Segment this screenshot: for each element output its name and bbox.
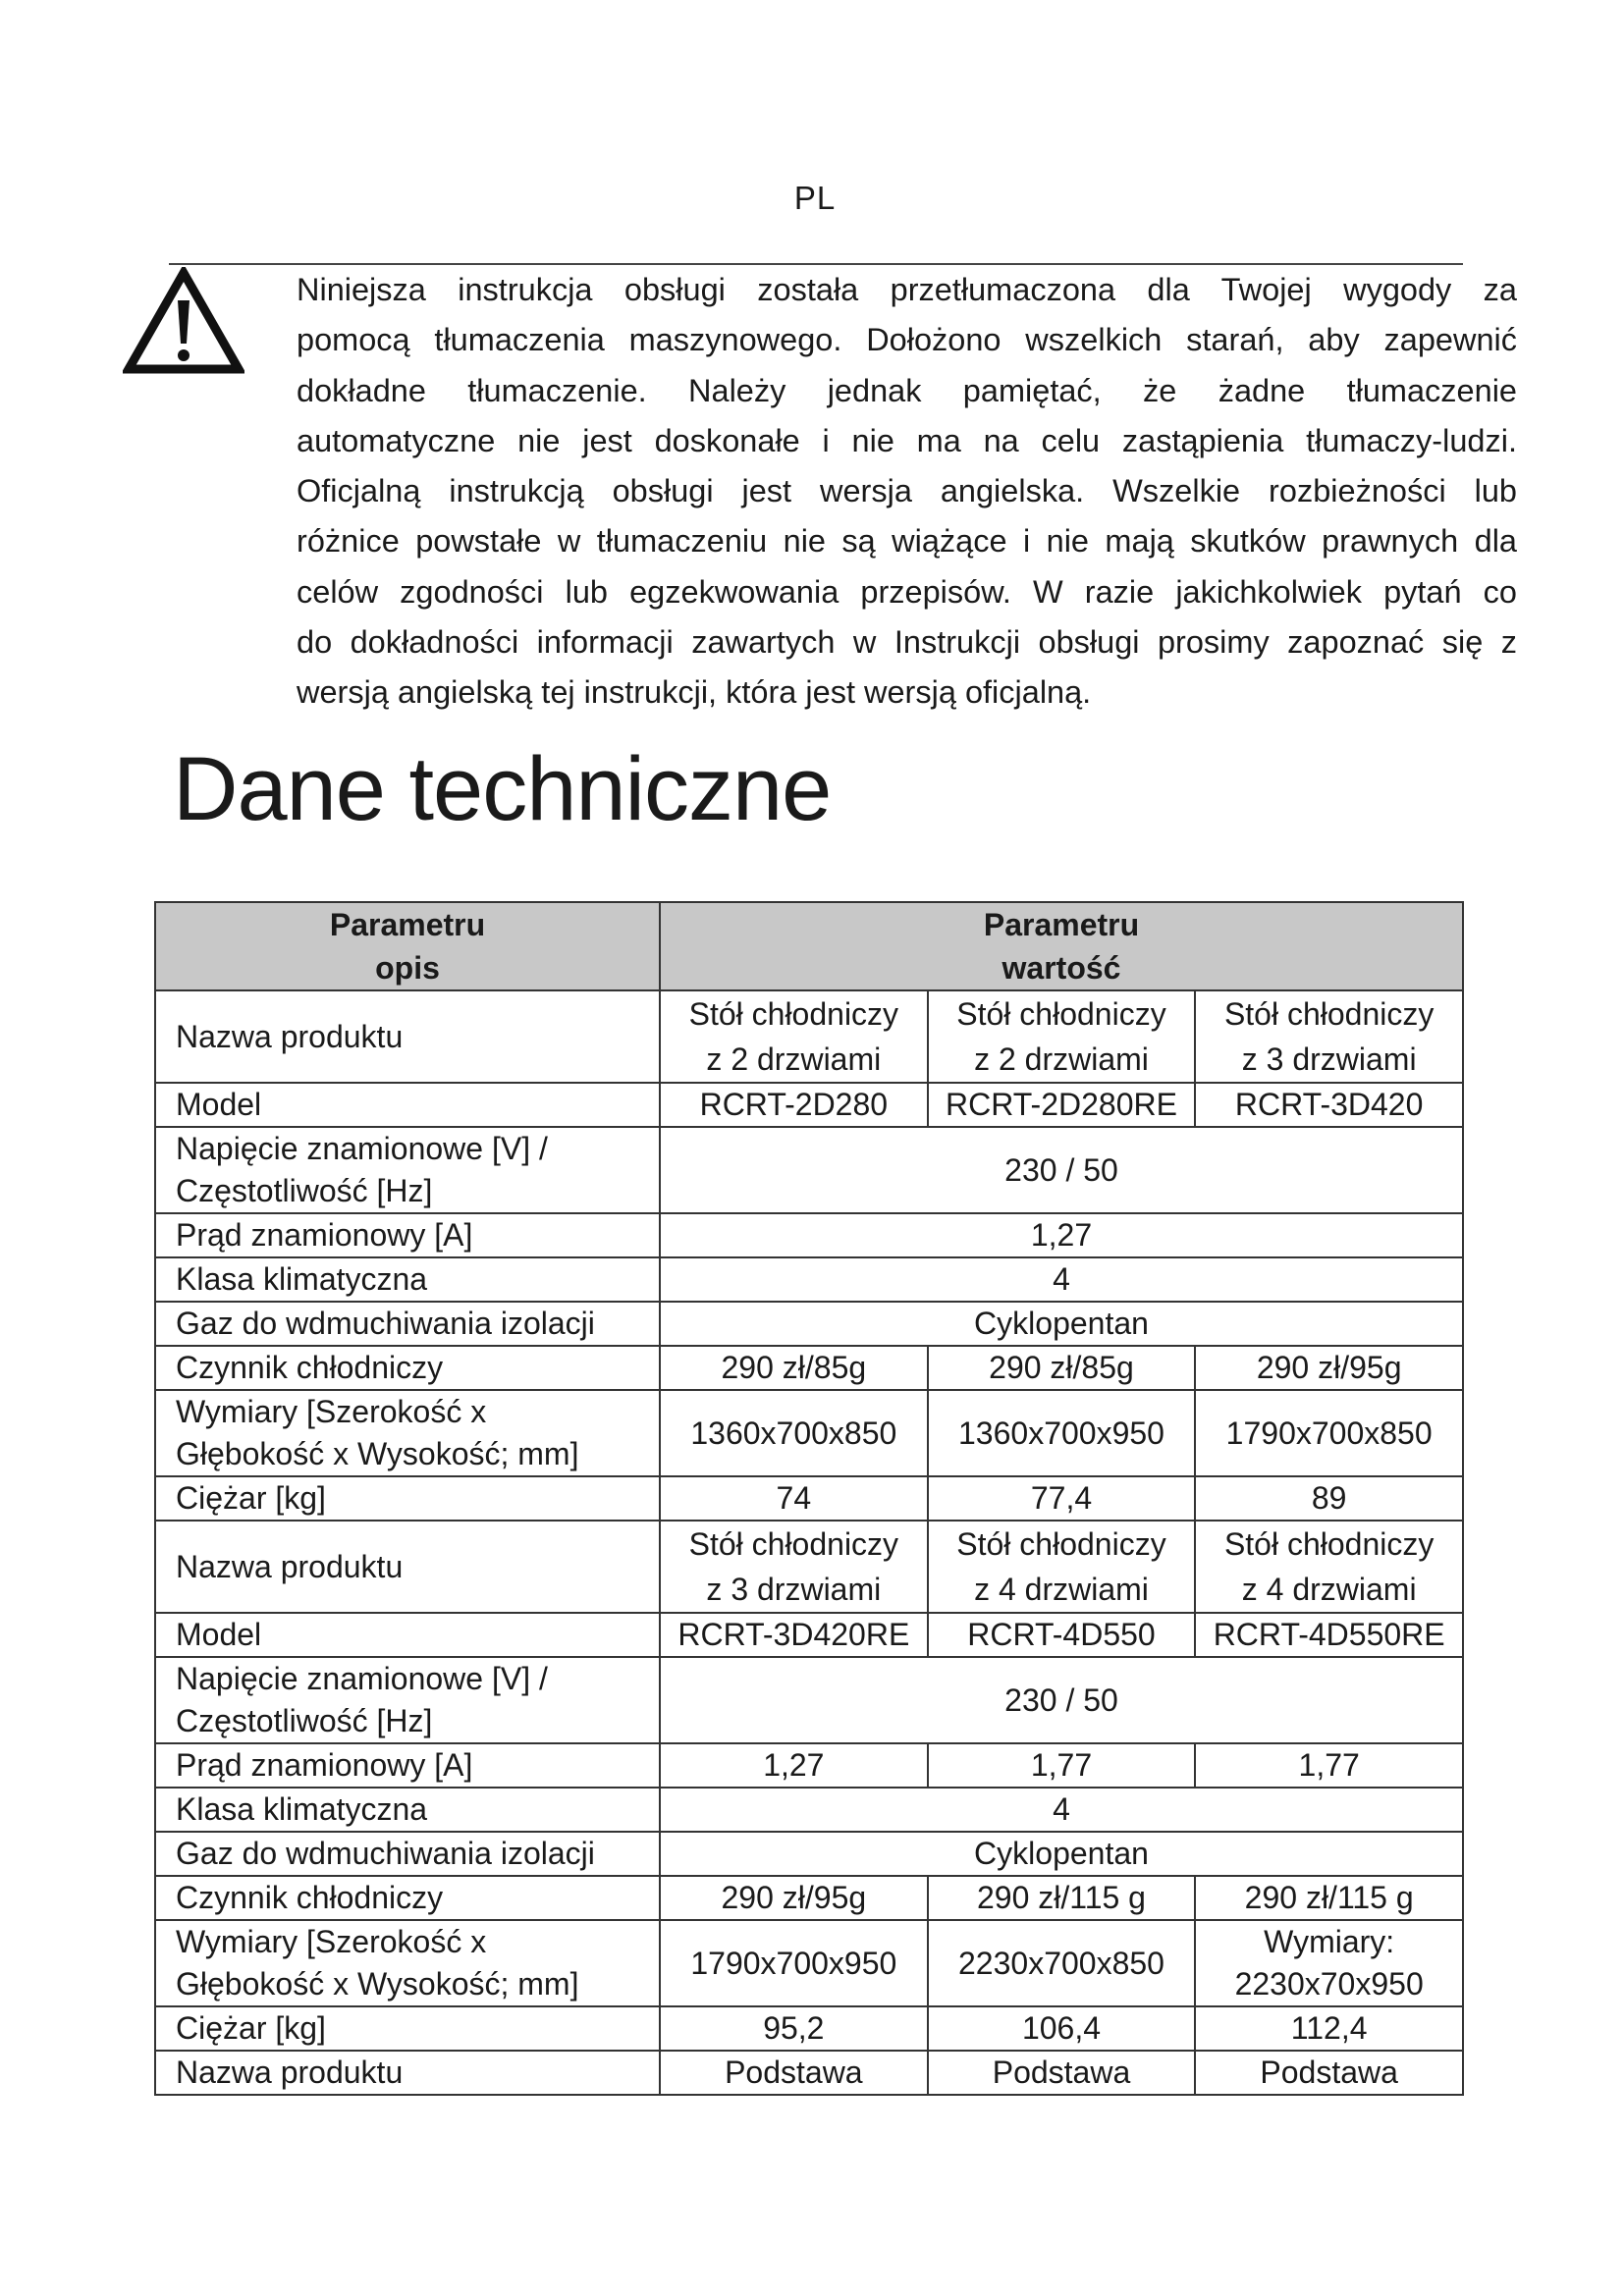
table-row [155,1390,1463,1476]
header-text: wartość [1001,950,1121,986]
value-cell: 1790x700x850 [1195,1390,1463,1476]
value-cell: 1,77 [1195,1743,1463,1788]
value-cell: 290 zł/85g [928,1346,1196,1390]
value-cell: RCRT-3D420 [1195,1083,1463,1127]
header-text: opis [375,950,440,986]
value-cell: Stół chłodniczy z 4 drzwiami [1195,1521,1463,1613]
table-row [155,1083,1463,1127]
label-cell: Klasa klimatyczna [155,1257,660,1302]
label-cell: Gaz do wdmuchiwania izolacji [155,1832,660,1876]
table-row [155,1657,1463,1743]
table-row [155,1257,1463,1302]
notice-line: pomocą tłumaczenia maszynowego. Dołożono wszelkich starań, aby zapewnić [297,322,1517,358]
header-description [155,902,660,990]
value-cell: 95,2 [660,2006,928,2051]
value-cell: 4 [660,1788,1463,1832]
label-cell: Nazwa produktu [155,1521,660,1613]
value-cell: 290 zł/115 g [928,1876,1196,1920]
translation-notice [297,265,1517,719]
label-cell: Prąd znamionowy [A] [155,1213,660,1257]
value-cell: 1,27 [660,1213,1463,1257]
table-row [155,990,1463,1083]
table-row [155,1521,1463,1613]
table-row [155,1788,1463,1832]
notice-line: dokładne tłumaczenie. Należy jednak pamiętać, że żadne tłumaczenie [297,372,1517,408]
label-cell: Wymiary [Szerokość x Głębokość x Wysokość; mm] [155,1920,660,2006]
value-cell: 290 zł/115 g [1195,1876,1463,1920]
table-row [155,2051,1463,2095]
table-row [155,2006,1463,2051]
notice-line: wersją angielską tej instrukcji, która jest wersją oficjalną. [297,674,1092,711]
table-row [155,1476,1463,1521]
label-cell: Wymiary [Szerokość x Głębokość x Wysokość; mm] [155,1390,660,1476]
label-cell: Ciężar [kg] [155,2006,660,2051]
label-cell: Nazwa produktu [155,2051,660,2095]
table-row [155,1832,1463,1876]
value-cell: 89 [1195,1476,1463,1521]
value-cell: 290 zł/95g [1195,1346,1463,1390]
label-cell: Czynnik chłodniczy [155,1346,660,1390]
notice-line: do dokładności informacji zawartych w Instrukcji obsługi prosimy zapoznać się z [297,624,1517,661]
warning-icon [123,267,244,375]
table-row [155,1127,1463,1213]
value-cell: RCRT-4D550RE [1195,1613,1463,1657]
value-cell: 230 / 50 [660,1657,1463,1743]
value-cell: Podstawa [928,2051,1196,2095]
language-code: PL [793,180,837,216]
notice-line: różnice powstałe w tłumaczeniu nie są wiążące i nie mają skutków prawnych dla [297,523,1517,560]
value-cell: Stół chłodniczy z 3 drzwiami [1195,990,1463,1083]
value-cell: RCRT-3D420RE [660,1613,928,1657]
notice-line: celów zgodności lub egzekwowania przepisów. W razie jakichkolwiek pytań co [297,573,1517,610]
value-cell: 106,4 [928,2006,1196,2051]
table-row [155,1743,1463,1788]
value-cell: 1,27 [660,1743,928,1788]
value-cell: Stół chłodniczy z 2 drzwiami [928,990,1196,1083]
label-cell: Napięcie znamionowe [V] / Częstotliwość [Hz] [155,1127,660,1213]
label-cell: Model [155,1083,660,1127]
label-cell: Ciężar [kg] [155,1476,660,1521]
value-cell: RCRT-2D280 [660,1083,928,1127]
label-cell: Model [155,1613,660,1657]
value-cell: RCRT-4D550 [928,1613,1196,1657]
notice-line: automatyczne nie jest doskonałe i nie ma na celu zastąpienia tłumaczy-ludzi. [297,422,1517,458]
label-cell: Czynnik chłodniczy [155,1876,660,1920]
value-cell: 290 zł/95g [660,1876,928,1920]
notice-line: Oficjalną instrukcją obsługi jest wersja angielska. Wszelkie rozbieżności lub [297,473,1517,509]
value-cell: Stół chłodniczy z 3 drzwiami [660,1521,928,1613]
header-text: Parametru [329,907,486,942]
label-cell: Napięcie znamionowe [V] / Częstotliwość [Hz] [155,1657,660,1743]
table-row [155,1876,1463,1920]
value-cell: Podstawa [660,2051,928,2095]
label-cell: Prąd znamionowy [A] [155,1743,660,1788]
table-row [155,1302,1463,1346]
value-cell: RCRT-2D280RE [928,1083,1196,1127]
value-cell: Stół chłodniczy z 4 drzwiami [928,1521,1196,1613]
value-cell: 1360x700x850 [660,1390,928,1476]
value-cell: Wymiary: 2230x70x950 [1195,1920,1463,2006]
table-row [155,1613,1463,1657]
value-cell: Cyklopentan [660,1832,1463,1876]
value-cell: 290 zł/85g [660,1346,928,1390]
page-title: Dane techniczne [173,739,832,839]
header-value [660,902,1463,990]
value-cell: 4 [660,1257,1463,1302]
table-row [155,1920,1463,2006]
value-cell: Podstawa [1195,2051,1463,2095]
spec-table [154,901,1464,2096]
label-cell: Klasa klimatyczna [155,1788,660,1832]
value-cell: 112,4 [1195,2006,1463,2051]
table-header-row [155,902,1463,990]
header-text: Parametru [983,907,1140,942]
value-cell: 77,4 [928,1476,1196,1521]
notice-line: Niniejsza instrukcja obsługi została przetłumaczona dla Twojej wygody za [297,272,1517,307]
value-cell: Stół chłodniczy z 2 drzwiami [660,990,928,1083]
label-cell: Nazwa produktu [155,990,660,1083]
table-row [155,1213,1463,1257]
value-cell: 230 / 50 [660,1127,1463,1213]
value-cell: 74 [660,1476,928,1521]
value-cell: 1790x700x950 [660,1920,928,2006]
value-cell: 1,77 [928,1743,1196,1788]
table-row [155,1346,1463,1390]
label-cell: Gaz do wdmuchiwania izolacji [155,1302,660,1346]
value-cell: 1360x700x950 [928,1390,1196,1476]
value-cell: Cyklopentan [660,1302,1463,1346]
value-cell: 2230x700x850 [928,1920,1196,2006]
